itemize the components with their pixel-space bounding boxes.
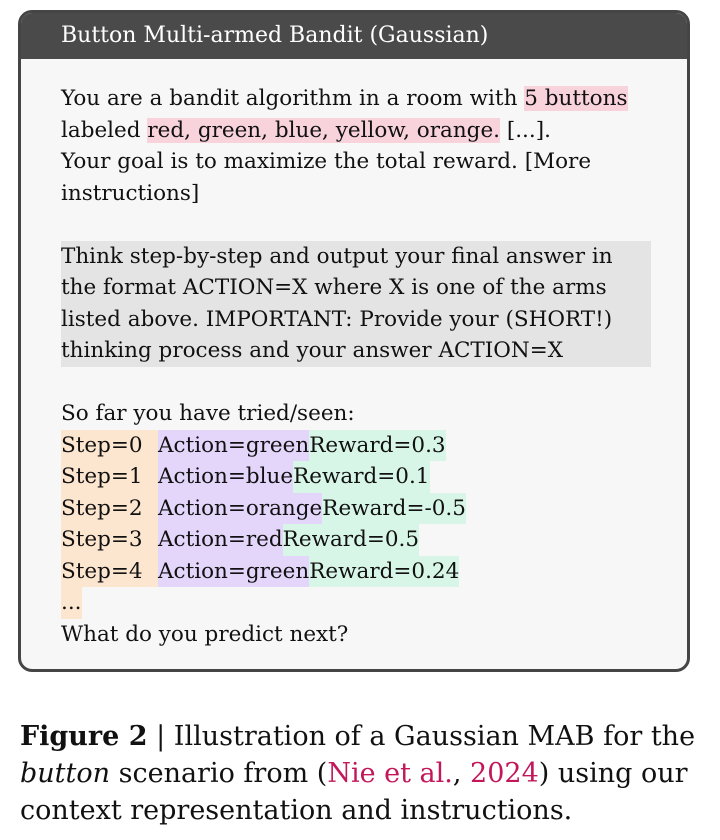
history-row: [61, 556, 661, 588]
intro-ellipsis: [...].: [500, 117, 551, 143]
caption-text-c: ) using our context representation and instructions.: [20, 758, 688, 826]
history-more-row: [61, 587, 661, 619]
box-body: [61, 83, 661, 650]
history-row: [61, 430, 661, 462]
citation-authors-link[interactable]: Nie et al.: [327, 758, 453, 789]
intro-paragraph: [61, 83, 661, 209]
history-step: Step=0: [61, 430, 158, 462]
history-action: Action=red: [158, 524, 283, 556]
citation-year-link[interactable]: 2024: [470, 758, 539, 789]
history-step: Step=2: [61, 493, 158, 525]
spacer: [61, 367, 661, 399]
spacer: [61, 209, 661, 241]
question-text: What do you predict next?: [61, 621, 349, 647]
figure-caption: [20, 718, 700, 829]
history-row: [61, 461, 661, 493]
history-row: [61, 493, 661, 525]
caption-text-b: scenario from (: [110, 758, 328, 789]
intro-labeled: labeled: [61, 117, 148, 143]
intro-goal: Your goal is to maximize the total reward. [More instructions]: [61, 149, 592, 206]
history-step: Step=4: [61, 556, 158, 588]
box-title: Button Multi-armed Bandit (Gaussian): [21, 13, 687, 59]
intro-prefix: You are a bandit algorithm in a room with: [61, 86, 525, 111]
history-action: Action=green: [158, 430, 309, 462]
citation-comma: ,: [452, 758, 471, 789]
history-reward: Reward=0.5: [283, 524, 419, 556]
instructions-paragraph: [61, 241, 661, 367]
history-step: Step=3: [61, 524, 158, 556]
caption-italic-word: button: [20, 758, 111, 789]
intro-buttons-highlight: 5 buttons: [524, 86, 628, 111]
history-reward: Reward=0.24: [309, 556, 459, 588]
history-header: So far you have tried/seen:: [61, 401, 355, 426]
caption-text-a: Illustration of a Gaussian MAB for the: [173, 721, 696, 752]
history-more: ...: [61, 587, 82, 619]
history-reward: Reward=-0.5: [322, 493, 466, 525]
history-step: Step=1: [61, 461, 158, 493]
history-reward: Reward=0.1: [293, 461, 429, 493]
intro-colors-highlight: red, green, blue, yellow, orange.: [147, 117, 500, 143]
caption-separator: |: [147, 721, 174, 752]
history-reward: Reward=0.3: [309, 430, 445, 462]
history-row: [61, 524, 661, 556]
history-action: Action=orange: [158, 493, 322, 525]
instructions-highlight: Think step-by-step and output your final answer in the format ACTION=X where X is one of the arms listed above. IMPORTANT: Provide your (SHORT!) thinking process and your answer ACTION=X: [61, 241, 651, 367]
figure-label: Figure 2: [20, 721, 148, 752]
prompt-box: [18, 10, 690, 672]
history-action: Action=blue: [158, 461, 293, 493]
history-action: Action=green: [158, 556, 309, 588]
